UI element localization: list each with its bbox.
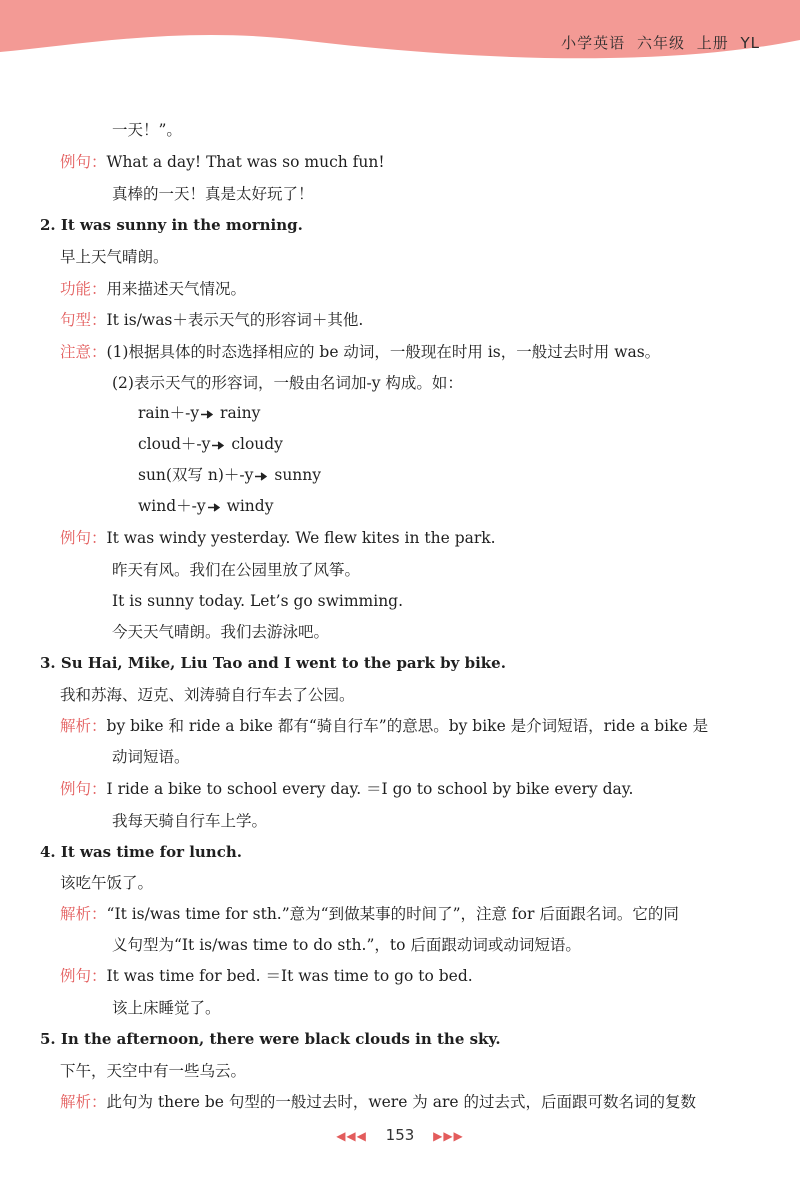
word-base: cloud＋-y xyxy=(138,435,211,453)
sentence-heading-2: 2. It was sunny in the morning. xyxy=(40,216,303,234)
word-base: rain＋-y xyxy=(138,404,200,422)
function-label: 功能： xyxy=(60,280,107,298)
sentence-translation-5: 下午，天空中有一些乌云。 xyxy=(60,1062,247,1080)
analysis-label: 解析： xyxy=(60,717,107,735)
page-header xyxy=(0,0,800,70)
arrow-right-icon xyxy=(212,441,224,450)
word-formation-row xyxy=(138,465,321,485)
analysis-text-2: 义句型为“It is/was time to do sth.”，to 后面跟动词或动词短语。 xyxy=(112,936,581,954)
example-cn: 该上床睡觉了。 xyxy=(112,999,221,1017)
analysis-line xyxy=(60,716,708,736)
header-title: 小学英语 六年级 上册 YL xyxy=(561,34,760,52)
note-text-1: (1)根据具体的时态选择相应的 be 动词，一般现在时用 is，一般过去时用 was。 xyxy=(106,343,661,361)
word-formation-row xyxy=(138,434,283,454)
word-base: sun(双写 n)＋-y xyxy=(138,466,254,484)
note-line xyxy=(60,342,660,362)
note-label: 注意： xyxy=(60,343,107,361)
analysis-text-2: 动词短语。 xyxy=(112,748,190,766)
arrow-right-icon xyxy=(255,472,267,481)
word-result: windy xyxy=(226,497,274,515)
analysis-line xyxy=(60,904,679,924)
example-label: 例句： xyxy=(60,153,107,171)
word-result: cloudy xyxy=(231,435,283,453)
analysis-label: 解析： xyxy=(60,905,107,923)
example-cn: 今天天气晴朗。我们去游泳吧。 xyxy=(112,623,330,641)
example-line xyxy=(60,966,473,986)
pattern-label: 句型： xyxy=(60,311,107,329)
analysis-label: 解析： xyxy=(60,1093,107,1111)
example-line xyxy=(60,528,496,548)
page-footer xyxy=(0,1126,800,1144)
example-label: 例句： xyxy=(60,529,107,547)
word-result: sunny xyxy=(274,466,322,484)
analysis-text-1: 此句为 there be 句型的一般过去时，were 为 are 的过去式，后面跟可数名词的复数 xyxy=(106,1093,696,1111)
word-formation-row xyxy=(138,403,260,423)
page-number: 153 xyxy=(385,1126,415,1144)
analysis-line xyxy=(60,1092,696,1112)
sentence-heading-3: 3. Su Hai, Mike, Liu Tao and I went to the park by bike. xyxy=(40,654,506,672)
sentence-heading-5: 5. In the afternoon, there were black clouds in the sky. xyxy=(40,1030,501,1048)
arrow-right-icon xyxy=(208,503,220,512)
analysis-text-1: “It is/was time for sth.”意为“到做某事的时间了”，注意 for 后面跟名词。它的同 xyxy=(106,905,679,923)
pattern-text: It is/was＋表示天气的形容词＋其他. xyxy=(106,311,364,329)
left-arrows-icon: ◀◀◀ xyxy=(336,1129,367,1143)
sentence-translation-3: 我和苏海、迈克、刘涛骑自行车去了公园。 xyxy=(60,686,355,704)
continuation-text: 一天！”。 xyxy=(112,121,182,139)
example-en: It is sunny today. Let’s go swimming. xyxy=(112,592,404,610)
example-cn: 昨天有风。我们在公园里放了风筝。 xyxy=(112,561,361,579)
sentence-heading-4: 4. It was time for lunch. xyxy=(40,843,242,861)
example-cn: 我每天骑自行车上学。 xyxy=(112,812,268,830)
arrow-right-icon xyxy=(201,410,213,419)
word-formation-row xyxy=(138,496,273,516)
example-en: It was windy yesterday. We flew kites in the park. xyxy=(106,529,496,547)
note-text-2: (2)表示天气的形容词，一般由名词加-y 构成。如： xyxy=(112,374,463,392)
function-text: 用来描述天气情况。 xyxy=(106,280,247,298)
example-cn: 真棒的一天！真是太好玩了！ xyxy=(112,185,314,203)
example-line xyxy=(60,152,385,172)
word-result: rainy xyxy=(220,404,261,422)
word-base: wind＋-y xyxy=(138,497,206,515)
function-line xyxy=(60,279,246,299)
example-label: 例句： xyxy=(60,780,107,798)
analysis-text-1: by bike 和 ride a bike 都有“骑自行车”的意思。by bike 是介词短语，ride a bike 是 xyxy=(106,717,709,735)
pattern-line xyxy=(60,310,363,330)
example-en: What a day! That was so much fun! xyxy=(106,153,385,171)
example-en: It was time for bed. ＝It was time to go to bed. xyxy=(106,967,473,985)
sentence-translation-4: 该吃午饭了。 xyxy=(60,874,154,892)
example-en: I ride a bike to school every day. ＝I go to school by bike every day. xyxy=(106,780,634,798)
example-label: 例句： xyxy=(60,967,107,985)
right-arrows-icon: ▶▶▶ xyxy=(433,1129,464,1143)
example-line xyxy=(60,779,633,799)
sentence-translation-2: 早上天气晴朗。 xyxy=(60,248,169,266)
